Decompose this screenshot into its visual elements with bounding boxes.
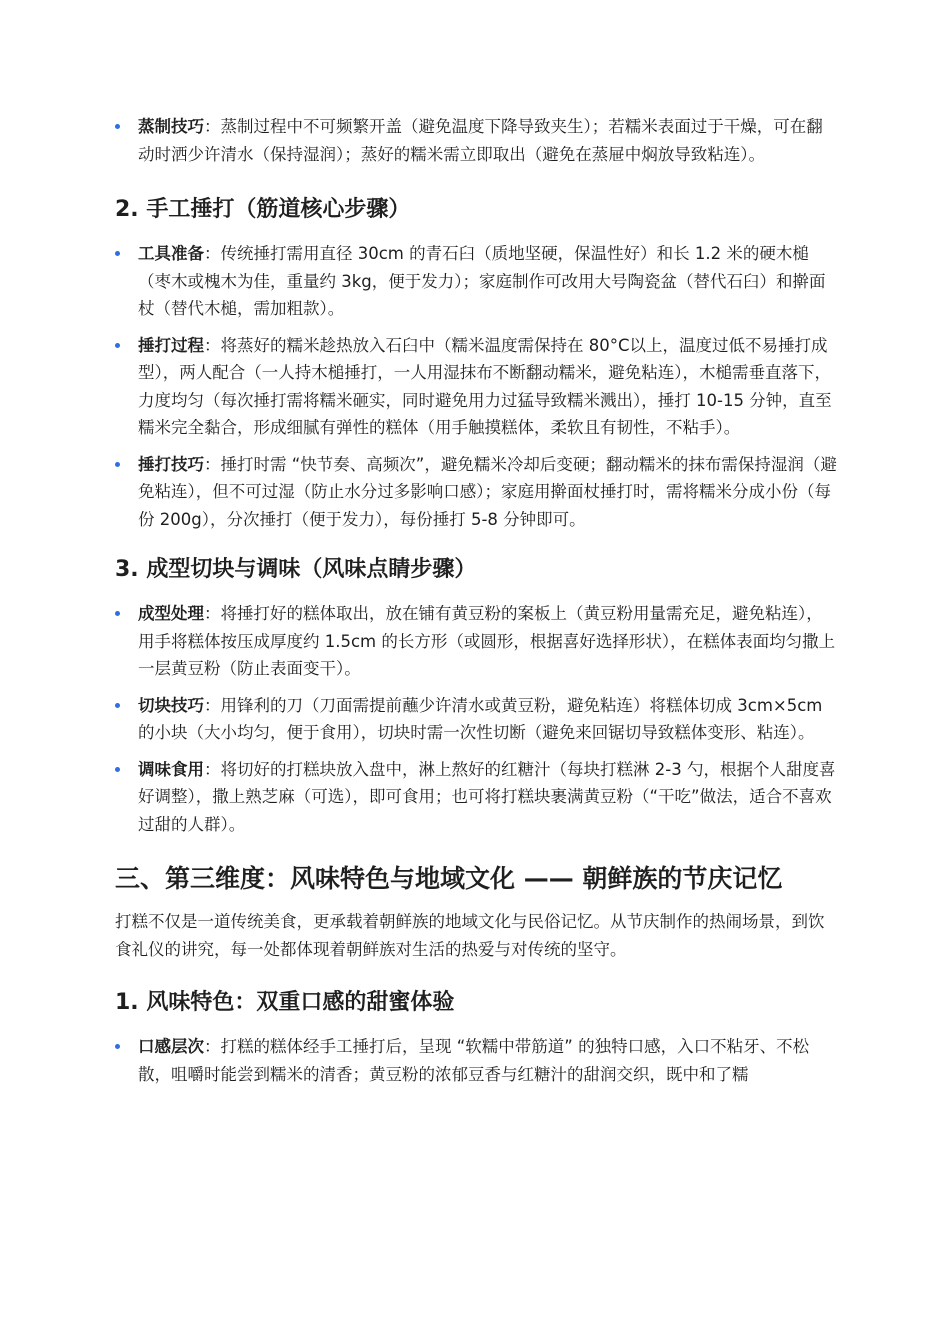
term-label: 捶打过程 [138, 335, 204, 355]
term-separator: ： [204, 604, 221, 623]
item-text: 用锋利的刀（刀面需提前蘸少许清水或黄豆粉，避免粘连）将糕体切成 3cm×5cm 的小块（大小均匀，便于食用），切块时需一次性切断（避免来回锯切导致糕体变形、粘连）。 [138, 695, 823, 742]
term-label: 切块技巧 [138, 695, 204, 715]
item-text: 打糕的糕体经手工捶打后，呈现 “软糯中带筋道” 的独特口感，入口不粘牙、不松散，咀嚼时能尝到糯米的清香；黄豆粉的浓郁豆香与红糖汁的甜润交织，既中和了糯 [138, 1037, 810, 1084]
bullet-list [115, 113, 837, 168]
term-separator: ： [204, 335, 221, 355]
bullet-list [115, 1033, 837, 1088]
term-separator: ： [204, 759, 221, 779]
term-label: 成型处理 [138, 604, 204, 623]
term-separator: ： [204, 117, 221, 136]
bullet-icon [115, 703, 120, 708]
section-heading: 2. 手工捶打（筋道核心步骤） [115, 197, 411, 222]
list-item [115, 113, 837, 168]
bullet-icon [115, 462, 120, 467]
term-label: 捶打技巧 [138, 454, 204, 474]
item-text: 将捶打好的糕体取出，放在铺有黄豆粉的案板上（黄豆粉用量需充足，避免粘连），用手将糕体按压成厚度约 1.5cm 的长方形（或圆形，根据喜好选择形状），在糕体表面均匀撒上一层黄豆粉（防止表面变干）。 [138, 604, 836, 678]
list-item [115, 756, 837, 839]
bullet-list [115, 600, 837, 838]
item-text: 将蒸好的糯米趁热放入石臼中（糯米温度需保持在 80°C以上，温度过低不易捶打成型），两人配合（一人持木槌捶打，一人用湿抹布不断翻动糯米，避免粘连），木槌需垂直落下，力度均匀（每次捶打需将糯米砸实，同时避免用力过猛导致糯米溅出），捶打 10-15 分钟，直至糯米完全黏合，形成细腻有弹性的糕体（用手触摸糕体，柔软且有韧性，不粘手）。 [138, 335, 832, 437]
list-item [115, 240, 837, 323]
term-label: 口感层次 [138, 1037, 204, 1056]
bullet-list [115, 240, 837, 533]
bullet-icon [115, 1044, 120, 1049]
bullet-icon [115, 343, 120, 348]
item-text: 蒸制过程中不可频繁开盖（避免温度下降导致夹生）；若糯米表面过于干燥，可在翻动时洒少许清水（保持湿润）；蒸好的糯米需立即取出（避免在蒸屉中焖放导致粘连）。 [138, 117, 823, 164]
section-heading: 3. 成型切块与调味（风味点睛步骤） [115, 557, 477, 582]
term-label: 工具准备 [138, 244, 204, 263]
list-item [115, 451, 837, 534]
term-separator: ： [204, 244, 221, 263]
term-separator: ： [204, 1037, 221, 1056]
item-text: 传统捶打需用直径 30cm 的青石臼（质地坚硬，保温性好）和长 1.2 米的硬木槌（枣木或槐木为佳，重量约 3kg，便于发力）；家庭制作可改用大号陶瓷盆（替代石臼）和擀面杖（替代木槌，需加粗款）。 [138, 244, 826, 318]
list-item [115, 1033, 837, 1088]
term-separator: ： [204, 695, 221, 715]
list-item [115, 600, 837, 683]
term-label: 蒸制技巧 [138, 117, 204, 136]
list-item [115, 332, 837, 442]
list-item [115, 692, 837, 747]
intro-paragraph: 打糕不仅是一道传统美食，更承载着朝鲜族的地域文化与民俗记忆。从节庆制作的热闹场景，到饮食礼仪的讲究，每一处都体现着朝鲜族对生活的热爱与对传统的坚守。 [115, 912, 825, 959]
chapter-heading: 三、第三维度：风味特色与地域文化 —— 朝鲜族的节庆记忆 [115, 864, 783, 893]
bullet-icon [115, 251, 120, 256]
document-content [115, 113, 837, 1097]
term-label: 调味食用 [138, 759, 204, 779]
section-heading: 1. 风味特色：双重口感的甜蜜体验 [115, 990, 455, 1015]
bullet-icon [115, 767, 120, 772]
bullet-icon [115, 124, 120, 129]
term-separator: ： [204, 454, 221, 474]
item-text: 将切好的打糕块放入盘中，淋上熬好的红糖汁（每块打糕淋 2-3 勺，根据个人甜度喜好调整），撒上熟芝麻（可选），即可食用；也可将打糕块裹满黄豆粉（“干吃”做法，适合不喜欢过甜的人群）。 [138, 759, 836, 834]
bullet-icon [115, 611, 120, 616]
item-text: 捶打时需 “快节奏、高频次”，避免糯米冷却后变硬；翻动糯米的抹布需保持湿润（避免粘连），但不可过湿（防止水分过多影响口感）；家庭用擀面杖捶打时，需将糯米分成小份（每份 200g），分次捶打（便于发力），每份捶打 5-8 分钟即可。 [138, 454, 837, 529]
